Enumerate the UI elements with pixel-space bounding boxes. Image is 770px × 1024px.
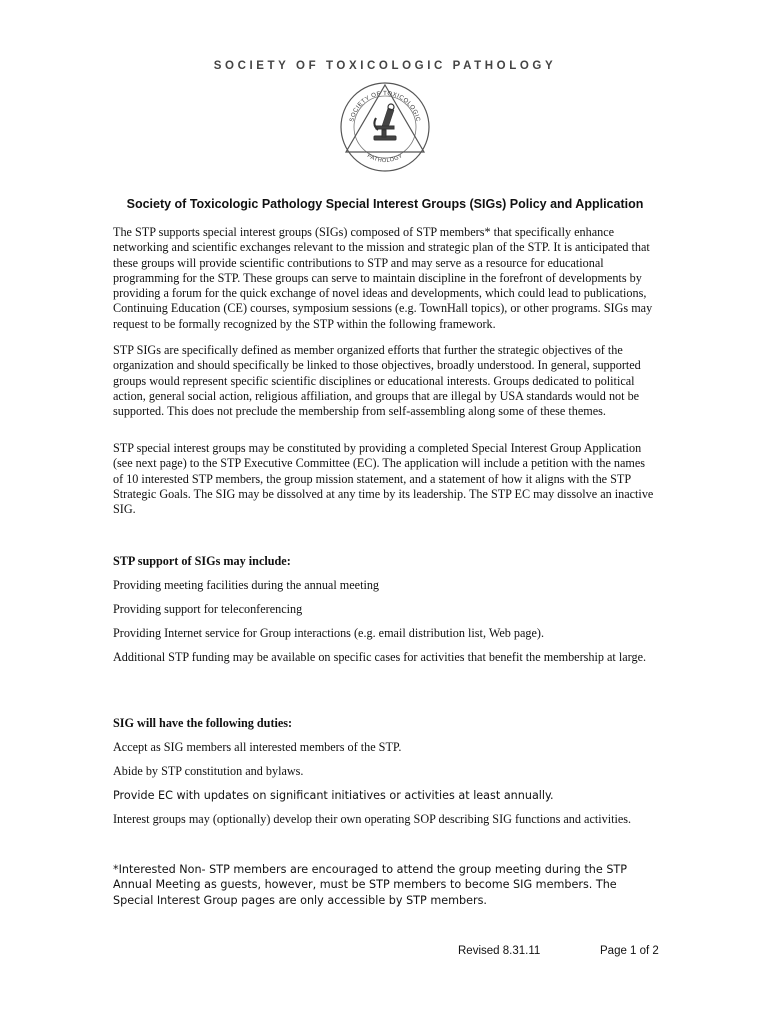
support-item: Providing Internet service for Group interactions (e.g. email distribution list, Web page). bbox=[113, 626, 545, 640]
intro-paragraph bbox=[113, 225, 658, 332]
duty-item: Provide EC with updates on significant initiatives or activities at least annually. bbox=[113, 789, 554, 802]
revision-date: Revised 8.31.11 bbox=[458, 945, 541, 957]
document-title: Society of Toxicologic Pathology Special Interest Groups (SIGs) Policy and Application bbox=[126, 197, 644, 211]
duty-item: Interest groups may (optionally) develop their own operating SOP describing SIG functions and activities. bbox=[113, 812, 632, 826]
page-number: Page 1 of 2 bbox=[600, 945, 659, 957]
duty-item: Accept as SIG members all interested members of the STP. bbox=[113, 740, 402, 754]
support-heading: STP support of SIGs may include: bbox=[113, 554, 291, 568]
support-item: Additional STP funding may be available on specific cases for activities that benefit the membership at large. bbox=[113, 650, 647, 664]
svg-text:PATHOLOGY bbox=[366, 153, 404, 164]
paragraph: STP SIGs are specifically defined as member organized efforts that further the strategic objectives of the organization and should specifically be linked to those objectives, broadly understood. In general, supported groups would represent specific scientific disciplines or educational interests. Groups dedicated to political action, general social action, religious affiliation, and groups that are illegal by USA standards would not be supported. This does not preclude the membership from self-assembling along some of these themes. bbox=[113, 343, 641, 419]
constitution-paragraph bbox=[113, 441, 658, 517]
support-item: Providing meeting facilities during the annual meeting bbox=[113, 578, 380, 592]
duty-item: Abide by STP constitution and bylaws. bbox=[113, 764, 304, 778]
duties-heading: SIG will have the following duties: bbox=[113, 716, 293, 730]
paragraph: STP special interest groups may be constituted by providing a completed Special Interest Group Application (see next page) to the STP Executive Committee (EC). The application will include a petition with the names of 10 interested STP members, the group mission statement, and a statement of how it aligns with the STP Strategic Goals. The SIG may be dissolved at any time by its leadership. The STP EC may dissolve an inactive SIG. bbox=[113, 441, 654, 517]
stp-logo bbox=[338, 80, 432, 174]
definition-paragraph bbox=[113, 343, 658, 419]
paragraph: The STP supports special interest groups (SIGs) composed of STP members* that specifically enhance networking and scientific exchanges relevant to the mission and strategic plan of the STP. It is anticipated that these groups will provide scientific contributions to STP and may serve as a resource for educational programming for the STP. These groups can serve to maintain discipline in the forefront of developments by providing a forum for the quick exchange of novel ideas and developments, which could lead to publications, Continuing Education (CE) courses, symposium sessions (e.g. TownHall topics), or other programs. SIGs may request to be formally recognized by the STP within the following framework. bbox=[113, 225, 653, 331]
logo-top-text: SOCIETY OF TOXICOLOGIC bbox=[349, 90, 421, 123]
logo-bottom-text: PATHOLOGY bbox=[365, 153, 405, 165]
support-item: Providing support for teleconferencing bbox=[113, 602, 303, 616]
footnote: *Interested Non- STP members are encouraged to attend the group meeting during the STP Annual Meeting as guests, however, must be STP members to become SIG members. The Special Interest Group pages are only accessible by STP members. bbox=[113, 863, 627, 907]
microscope-icon bbox=[374, 104, 396, 140]
org-name-header: SOCIETY OF TOXICOLOGIC PATHOLOGY bbox=[213, 60, 557, 72]
